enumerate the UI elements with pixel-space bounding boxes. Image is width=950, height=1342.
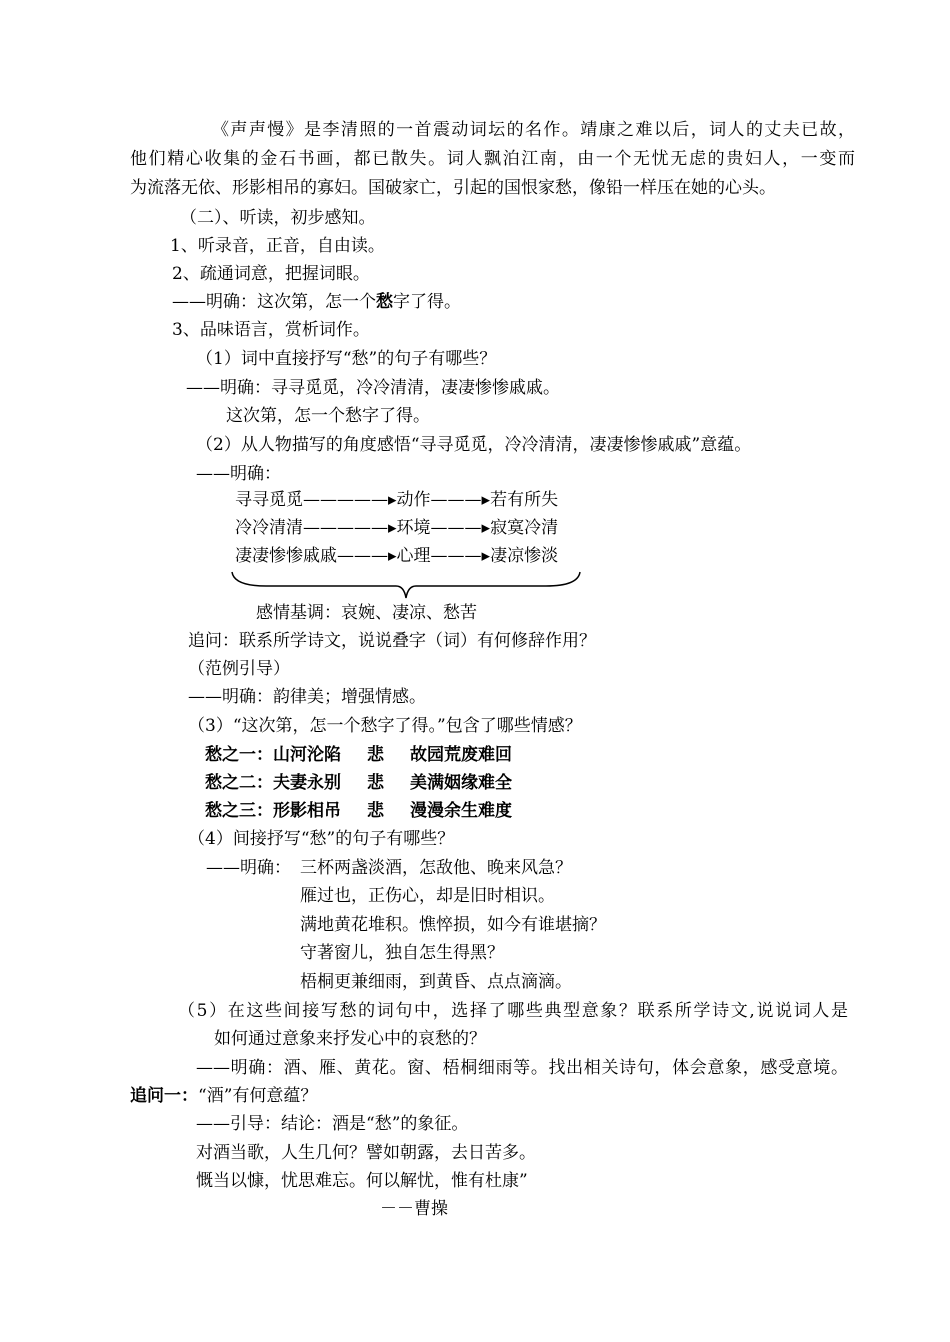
arrow-head-icon: ▸	[388, 546, 397, 566]
analysis-result: 凄凉惨淡	[490, 546, 559, 566]
followup-1-label: 追问一：	[130, 1086, 198, 1106]
analysis-row	[235, 548, 558, 565]
sorrow-mid: 悲	[367, 773, 384, 793]
question-4-answer-prefix: ——明确：	[206, 858, 291, 878]
poem-quote-line-1: 对酒当歌，人生几何？譬如朝露，去日苦多。	[196, 1143, 536, 1163]
analysis-phrase: 冷冷清清	[235, 518, 303, 538]
arrow-head-icon: ▸	[481, 546, 491, 566]
sorrow-label: 愁之二：	[205, 773, 273, 793]
analysis-aspect: 心理	[396, 546, 431, 566]
question-2: （2）从人物描写的角度感悟“寻寻觅觅，冷冷清清，凄凄惨惨戚戚”意蕴。	[196, 435, 752, 455]
poem-author: －－曹操	[380, 1199, 448, 1219]
step-3: 3、品味语言，赏析词作。	[172, 320, 370, 340]
poem-quote-line-2: 慨当以慷，忧思难忘。何以解忧，惟有杜康”	[196, 1171, 528, 1191]
arrow-dash: ———	[337, 546, 388, 566]
step-2-answer-key-char: 愁	[376, 292, 393, 312]
followup-1-text: “酒”有何意蕴？	[198, 1086, 318, 1106]
question-1: （1）词中直接抒写“愁”的句子有哪些？	[196, 349, 497, 369]
analysis-row	[235, 492, 558, 509]
intro-line-3: 为流落无依、形影相吊的寡妇。国破家亡，引起的国恨家愁，像铅一样压在她的心头。	[130, 178, 776, 198]
sorrow-cause: 形影相吊	[273, 801, 341, 821]
arrow-dash: ———	[430, 546, 482, 566]
analysis-result: 寂寞冷清	[490, 518, 559, 538]
analysis-aspect: 动作	[396, 490, 431, 510]
analysis-phrase: 凄凄惨惨戚戚	[235, 546, 337, 566]
arrow-head-icon: ▸	[481, 490, 491, 510]
sorrow-cause: 夫妻永别	[273, 773, 341, 793]
poem-line: 三杯两盏淡酒，怎敌他、晚来风急？	[300, 858, 572, 878]
question-5-line-2: 如何通过意象来抒发心中的哀愁的？	[214, 1029, 486, 1049]
arrow-dash: ———	[430, 490, 482, 510]
followup-1	[130, 1088, 317, 1105]
step-2-answer-pre: ——明确：这次第，怎一个	[172, 292, 376, 312]
intro-line-1: 《声声慢》是李清照的一首震动词坛的名作。靖康之难以后，词人的丈夫已故，	[212, 120, 855, 140]
sorrow-effect: 漫漫余生难度	[410, 801, 512, 821]
question-1-answer: ——明确：寻寻觅觅，冷冷清清，凄凄惨惨戚戚。	[186, 378, 560, 398]
followup-answer: ——明确：韵律美；增强情感。	[188, 687, 426, 707]
sorrow-row	[205, 747, 512, 764]
step-1: 1、听录音，正音，自由读。	[170, 236, 385, 256]
poem-line: 守著窗儿，独自怎生得黑？	[300, 943, 504, 963]
sorrow-cause: 山河沦陷	[273, 745, 341, 765]
poem-line: 满地黄花堆积。憔悴损，如今有谁堪摘？	[300, 915, 606, 935]
step-2: 2、疏通词意，把握词眼。	[172, 264, 370, 284]
arrow-dash: ———	[430, 518, 482, 538]
sorrow-mid: 悲	[367, 745, 384, 765]
sorrow-row	[205, 803, 512, 820]
step-2-answer-post: 字了得。	[393, 292, 461, 312]
poem-line: 梧桐更兼细雨，到黄昏、点点滴滴。	[300, 972, 572, 992]
followup-question: 追问：联系所学诗文，说说叠字（词）有何修辞作用？	[188, 631, 596, 651]
sorrow-row	[205, 775, 512, 792]
intro-line-2: 他们精心收集的金石书画，都已散失。词人飘泊江南，由一个无忧无虑的贵妇人，一变而	[130, 149, 855, 169]
question-2-answer: ——明确：	[196, 464, 281, 484]
arrow-head-icon: ▸	[481, 518, 491, 538]
question-5-answer: ——明确：酒、雁、黄花。窗、梧桐细雨等。找出相关诗句，体会意象，感受意境。	[196, 1058, 848, 1078]
question-5-line-1: （5）在这些间接写愁的词句中，选择了哪些典型意象？联系所学诗文,说说词人是	[178, 1001, 848, 1021]
sorrow-label: 愁之一：	[205, 745, 273, 765]
section2-title: （二）、听读，初步感知。	[180, 208, 376, 228]
arrow-head-icon: ▸	[388, 490, 397, 510]
arrow-dash: —————	[303, 490, 388, 510]
sorrow-mid: 悲	[367, 801, 384, 821]
guide-line: ——引导：结论：酒是“愁”的象征。	[196, 1114, 469, 1134]
sorrow-effect: 美满姻缘难全	[410, 773, 512, 793]
sorrow-label: 愁之三：	[205, 801, 273, 821]
poem-line: 雁过也，正伤心，却是旧时相识。	[300, 886, 555, 906]
sorrow-effect: 故园荒废难回	[410, 745, 512, 765]
question-1-answer-2: 这次第，怎一个愁字了得。	[226, 406, 430, 426]
question-4: （4）间接抒写“愁”的句子有哪些？	[188, 829, 455, 849]
question-3: （3）“这次第，怎一个愁字了得。”包含了哪些情感？	[188, 716, 582, 736]
step-2-answer	[172, 294, 461, 311]
arrow-head-icon: ▸	[388, 518, 397, 538]
example-guide: （范例引导）	[188, 659, 290, 679]
analysis-phrase: 寻寻觅觅	[235, 490, 303, 510]
analysis-result: 若有所失	[490, 490, 559, 510]
curly-brace-icon	[226, 568, 586, 602]
arrow-dash: —————	[303, 518, 388, 538]
analysis-aspect: 环境	[396, 518, 431, 538]
emotion-tone: 感情基调：哀婉、凄凉、愁苦	[256, 603, 477, 623]
analysis-row	[235, 520, 558, 537]
